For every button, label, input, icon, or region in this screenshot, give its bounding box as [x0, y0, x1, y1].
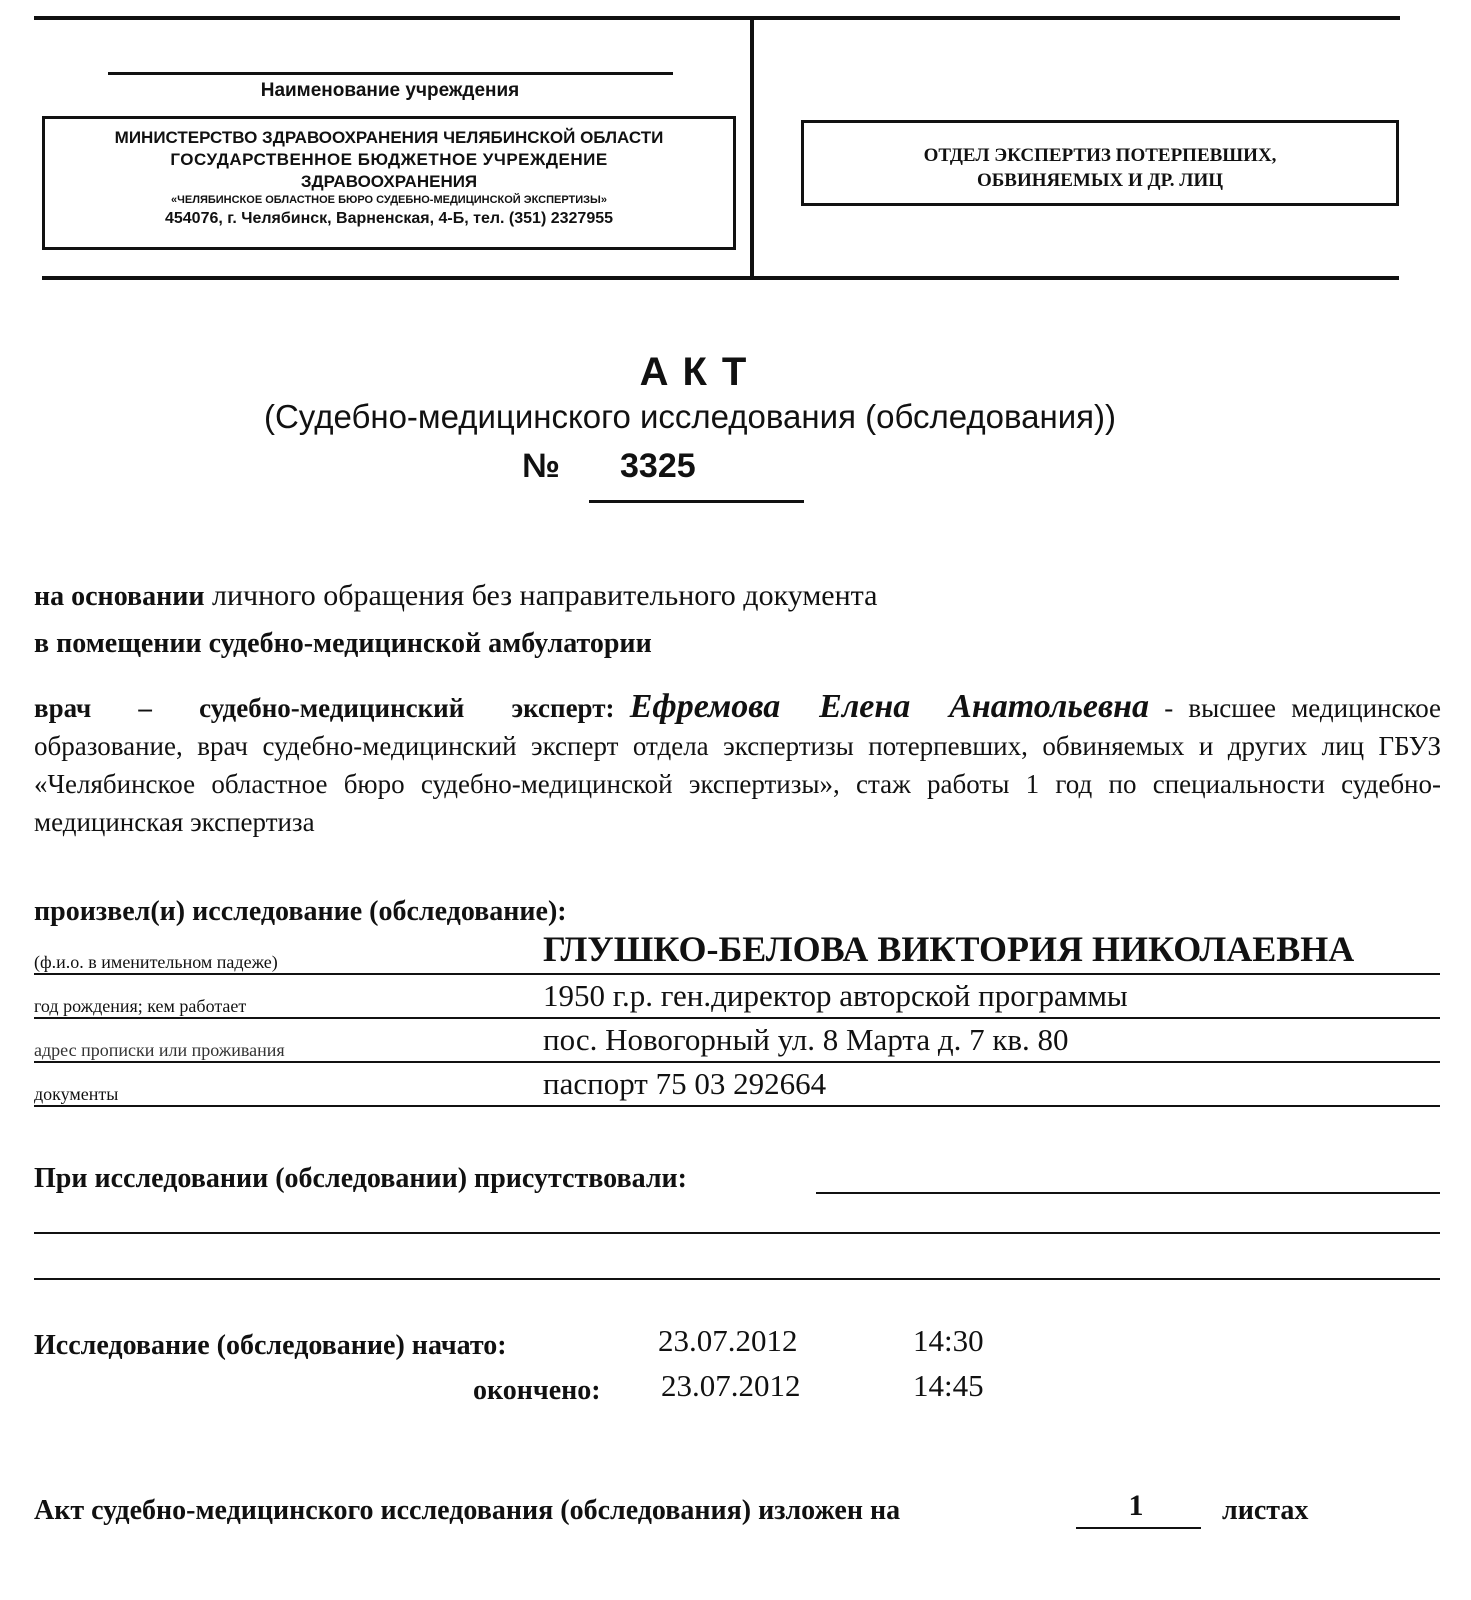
- department-box: [801, 120, 1399, 206]
- institution-line-2: ГОСУДАРСТВЕННОЕ БЮДЖЕТНОЕ УЧРЕЖДЕНИЕ: [170, 150, 608, 169]
- basis-location: в помещении судебно-медицинской амбулатории: [34, 628, 652, 659]
- start-time: 14:30: [913, 1323, 984, 1358]
- field-label-address: адрес прописки или проживания: [34, 1040, 285, 1060]
- header-divider: [750, 18, 754, 276]
- expert-description: - высшее медицинское образование, врач судебно-медицинский эксперт отдела экспертизы потерпевших, обвиняемых и других лиц ГБУЗ «Челябинское областное бюро судебно-медицинской экспертизы», стаж работы 1 год по специальности судебно-медицинская экспертиза: [34, 693, 1442, 837]
- subject-name: ГЛУШКО-БЕЛОВА ВИКТОРИЯ НИКОЛАЕВНА: [543, 929, 1355, 969]
- header-top-rule: [34, 16, 1400, 20]
- document-subtitle: (Судебно-медицинского исследования (обследования)): [263, 398, 1116, 435]
- institution-line-3: ЗДРАВООХРАНЕНИЯ: [300, 172, 478, 191]
- sheets-label: Акт судебно-медицинского исследования (обследования) изложен на: [34, 1495, 901, 1526]
- basis-label: на основании: [34, 581, 205, 612]
- sheets-count-rule: [1076, 1527, 1201, 1529]
- field-rule-documents: [34, 1105, 1440, 1107]
- institution-line-4: «ЧЕЛЯБИНСКОЕ ОБЛАСТНОЕ БЮРО СУДЕБНО-МЕДИЦИНСКОЙ ЭКСПЕРТИЗЫ»: [171, 194, 607, 206]
- department-line-2: ОБВИНЯЕМЫХ И ДР. ЛИЦ: [976, 170, 1224, 191]
- number-underline: [589, 500, 804, 503]
- present-rule-3: [34, 1278, 1440, 1280]
- subject-address: пос. Новогорный ул. 8 Марта д. 7 кв. 80: [543, 1022, 1069, 1057]
- end-time: 14:45: [913, 1368, 984, 1403]
- end-date: 23.07.2012: [661, 1368, 801, 1403]
- present-label: При исследовании (обследовании) присутствовали:: [34, 1163, 687, 1194]
- sheets-count: 1: [1128, 1489, 1144, 1522]
- end-label: окончено:: [473, 1375, 601, 1406]
- expert-paragraph: [34, 688, 1441, 841]
- start-date: 23.07.2012: [658, 1323, 798, 1358]
- basis-line: [34, 577, 877, 616]
- institution-label-rule: [108, 72, 673, 75]
- document-number: 3325: [620, 447, 696, 485]
- subject-birth-job: 1950 г.р. ген.директор авторской программы: [543, 978, 1128, 1013]
- field-label-birth: год рождения; кем работает: [34, 996, 247, 1016]
- number-sign: №: [522, 447, 560, 485]
- document-title: АКТ: [639, 350, 761, 394]
- header-bottom-rule: [42, 276, 1399, 280]
- field-rule-birth: [34, 1017, 1440, 1019]
- institution-address: 454076, г. Челябинск, Варненская, 4-Б, тел. (351) 2327955: [164, 210, 614, 227]
- sheets-suffix: листах: [1222, 1495, 1309, 1526]
- field-rule-address: [34, 1061, 1440, 1063]
- present-rule-2: [34, 1232, 1440, 1234]
- institution-box: [42, 116, 736, 250]
- institution-label: Наименование учреждения: [260, 80, 520, 101]
- present-rule-1: [816, 1192, 1440, 1194]
- start-label: Исследование (обследование) начато:: [34, 1330, 507, 1361]
- field-label-documents: документы: [34, 1084, 119, 1104]
- field-label-name: (ф.и.о. в именительном падеже): [34, 952, 278, 972]
- subject-heading: произвел(и) исследование (обследование):: [34, 896, 567, 927]
- subject-documents: паспорт 75 03 292664: [543, 1066, 827, 1101]
- expert-name: Ефремова Елена Анатольевна: [629, 688, 1150, 725]
- field-rule-name: [34, 973, 1440, 975]
- basis-value: личного обращения без направительного документа: [204, 579, 878, 612]
- institution-line-1: МИНИСТЕРСТВО ЗДРАВООХРАНЕНИЯ ЧЕЛЯБИНСКОЙ ОБЛАСТИ: [114, 128, 664, 147]
- department-line-1: ОТДЕЛ ЭКСПЕРТИЗ ПОТЕРПЕВШИХ,: [923, 145, 1277, 166]
- expert-label: врач – судебно-медицинский эксперт:: [34, 693, 615, 723]
